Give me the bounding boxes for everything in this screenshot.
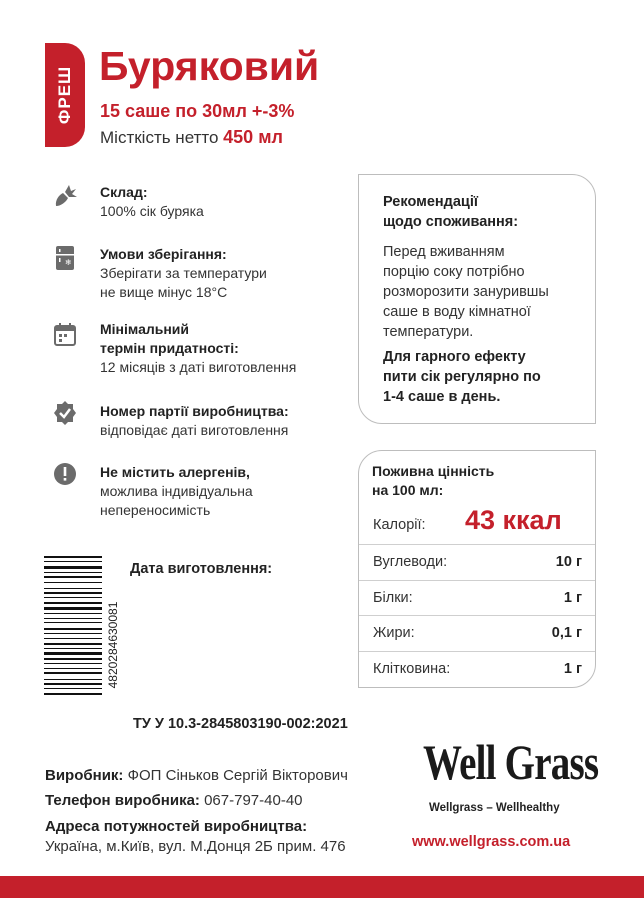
barcode-bar	[44, 633, 102, 634]
rec-bold-line: пити сік регулярно по	[383, 369, 541, 385]
barcode-bar	[44, 576, 102, 578]
nutrition-row-value: 1 г	[563, 661, 582, 677]
barcode-bar	[44, 643, 102, 645]
nutrition-row	[359, 580, 595, 616]
manufacturer-key: Виробник:	[45, 767, 124, 784]
allergens-text-1: можлива індивідуальна	[100, 483, 253, 499]
allergens-heading: Не містить алергенів,	[100, 464, 250, 480]
nutrition-row	[359, 544, 595, 580]
volume-value: 450 мл	[223, 127, 283, 147]
product-subtitle: 15 саше по 30мл +-3%	[100, 101, 295, 121]
composition-text: 100% сік буряка	[100, 203, 204, 219]
alert-icon	[52, 461, 78, 487]
nutrition-row-label: Вуглеводи:	[373, 554, 448, 570]
recommendations-title	[383, 192, 583, 232]
allergens-text-2: непереносимість	[100, 502, 211, 518]
barcode-bar	[44, 688, 102, 689]
product-volume	[100, 127, 283, 148]
shelf-text: 12 місяців з даті виготовлення	[100, 359, 297, 375]
barcode-bar	[44, 663, 102, 664]
phone-key: Телефон виробника:	[45, 792, 200, 809]
address-value: Україна, м.Київ, вул. М.Донця 2Б прим. 476	[45, 838, 346, 855]
manufacturer-value: ФОП Сіньков Сергій Вікторович	[127, 767, 348, 784]
barcode-bar	[44, 638, 102, 639]
barcode	[44, 556, 102, 734]
rec-bold-line: 1-4 саше в день.	[383, 389, 501, 405]
beet-icon	[52, 183, 78, 209]
composition-heading: Склад:	[100, 184, 148, 200]
recommendations-body	[383, 242, 593, 342]
barcode-bar	[44, 668, 102, 669]
rec-body-line: Перед вживанням	[383, 244, 505, 260]
fresh-tag-label: ФРЕШ	[55, 65, 74, 125]
barcode-bar	[44, 679, 102, 680]
barcode-bar	[44, 561, 102, 562]
nutrition-row-label: Жири:	[373, 625, 415, 641]
nutrition-row-value: 1 г	[563, 590, 582, 606]
barcode-bar	[44, 618, 102, 619]
batch-text: відповідає даті виготовлення	[100, 422, 289, 438]
rec-body-line: температури.	[383, 324, 474, 340]
calories-label: Калорії:	[373, 517, 426, 533]
barcode-bar	[44, 622, 102, 623]
nutrition-row	[359, 651, 595, 687]
barcode-bar	[44, 683, 102, 685]
storage-text-2: не вище мінус 18°С	[100, 284, 228, 300]
batch-heading: Номер партії виробництва:	[100, 403, 289, 419]
barcode-bar	[44, 582, 102, 583]
rec-body-line: розморозити занурившы	[383, 284, 549, 300]
barcode-bar	[44, 658, 102, 660]
address-value-line	[45, 838, 346, 855]
rec-body-line: саше в воду кімнатної	[383, 304, 531, 320]
barcode-bar	[44, 693, 102, 695]
fridge-icon	[52, 245, 78, 271]
tech-spec: ТУ У 10.3-2845803190-002:2021	[133, 716, 348, 732]
brand-logo: Well Grass	[423, 734, 599, 790]
barcode-bar	[44, 672, 102, 674]
barcode-bar	[44, 566, 102, 569]
website-link[interactable]: www.wellgrass.com.ua	[412, 834, 571, 850]
address-key-line	[45, 818, 307, 835]
phone-value: 067-797-40-40	[204, 792, 303, 809]
fresh-tag	[45, 43, 85, 147]
barcode-bar	[44, 588, 102, 589]
nutrition-row-label: Клітковина:	[373, 661, 451, 677]
brand-tagline: Wellgrass – Wellhealthy	[429, 802, 560, 814]
calendar-icon	[52, 322, 78, 348]
phone-line	[45, 792, 303, 809]
shelf-heading-1: Мінімальний	[100, 321, 190, 337]
badge-check-icon	[52, 400, 78, 426]
barcode-bar	[44, 628, 102, 630]
nutrition-row-value: 10 г	[555, 554, 582, 570]
info-batch	[100, 402, 289, 440]
storage-heading: Умови зберігання:	[100, 246, 227, 262]
barcode-number	[104, 590, 122, 700]
nutrition-row-label: Білки:	[373, 590, 413, 606]
recommendations-dosage	[383, 347, 583, 407]
barcode-bar	[44, 602, 102, 604]
nutrition-title	[372, 462, 572, 500]
nutrition-row	[359, 615, 595, 651]
barcode-bar	[44, 613, 102, 614]
rec-body-line: порцію соку потрібно	[383, 264, 525, 280]
bottom-bar	[0, 876, 644, 898]
info-composition	[100, 183, 204, 221]
rec-title-line: щодо споживання:	[383, 214, 519, 230]
barcode-bar	[44, 597, 102, 598]
rec-bold-line: Для гарного ефекту	[383, 349, 526, 365]
shelf-heading-2: термін придатності:	[100, 340, 239, 356]
address-key: Адреса потужностей виробництва:	[45, 818, 308, 835]
production-date-label: Дата виготовлення:	[130, 561, 273, 577]
svg-text:❄: ❄	[65, 258, 72, 267]
info-storage	[100, 245, 267, 302]
barcode-bar	[44, 652, 102, 655]
calories-value: 43 ккал	[465, 505, 562, 535]
manufacturer-line	[45, 767, 348, 784]
rec-title-line: Рекомендації	[383, 194, 478, 210]
barcode-bar	[44, 648, 102, 649]
info-allergens	[100, 463, 253, 520]
barcode-bar	[44, 592, 102, 594]
storage-text-1: Зберігати за температури	[100, 265, 267, 281]
barcode-bar	[44, 572, 102, 573]
nutrition-row-value: 0,1 г	[551, 625, 582, 641]
product-title: Буряковий	[99, 43, 320, 89]
barcode-bar	[44, 607, 102, 610]
nut-title-line: на 100 мл:	[372, 482, 444, 498]
barcode-number-text: 4820284630081	[106, 601, 120, 689]
volume-label: Місткість нетто	[100, 128, 219, 147]
barcode-bar	[44, 556, 102, 558]
info-shelf-life	[100, 320, 296, 377]
nut-title-line: Поживна цінність	[372, 463, 495, 479]
